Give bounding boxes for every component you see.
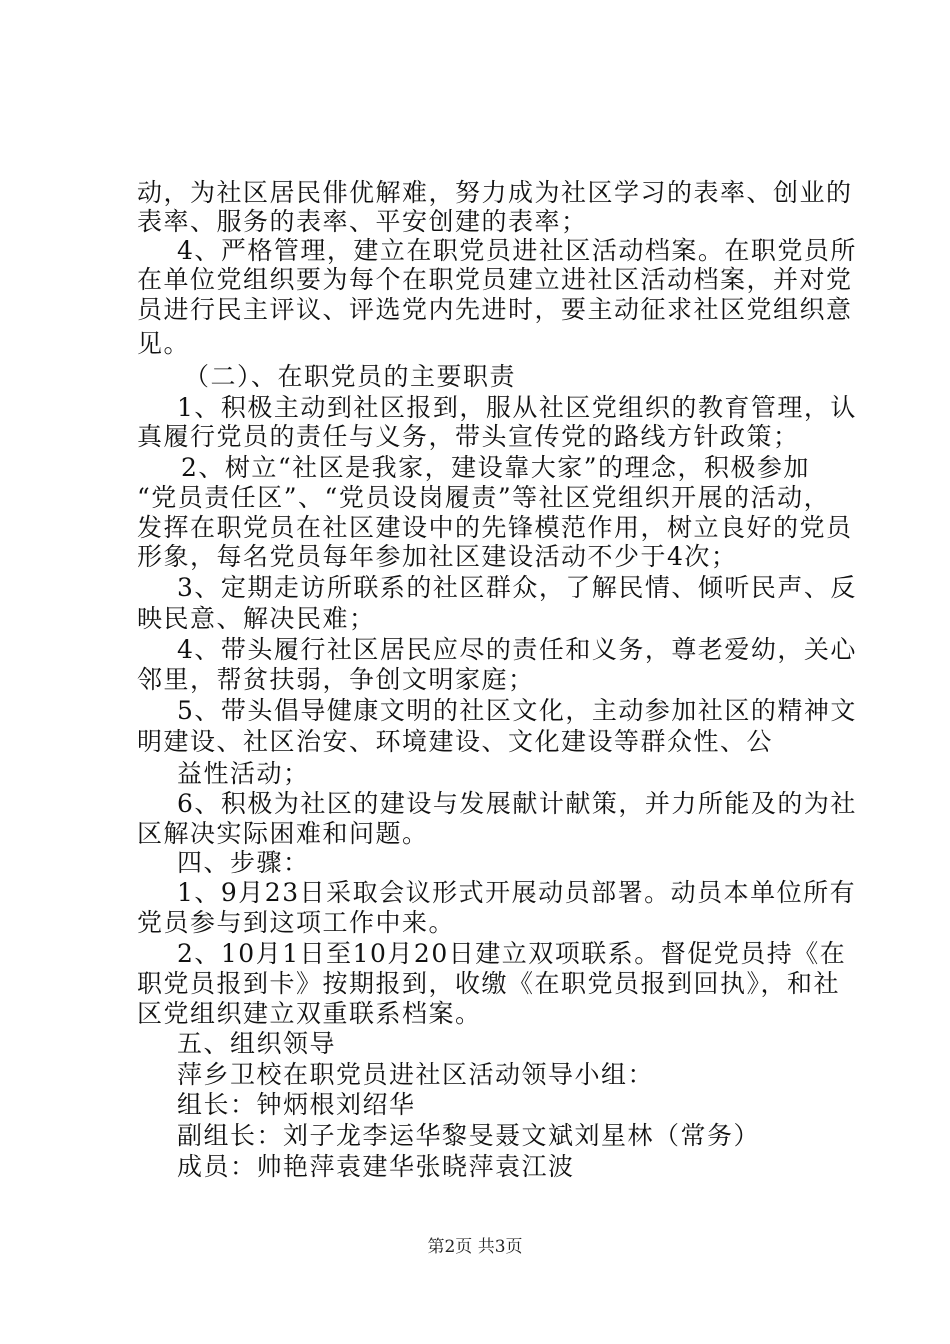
text-line: 3、定期走访所联系的社区群众，了解民情、倾听民声、反 (177, 573, 857, 602)
text-line: 在单位党组织要为每个在职党员建立进社区活动档案，并对党 (137, 265, 853, 294)
text-line: 员进行民主评议、评选党内先进时，要主动征求社区党组织意 (137, 295, 853, 324)
text-line: 1、积极主动到社区报到，服从社区党组织的教育管理，认 (177, 393, 857, 422)
text-line: 萍乡卫校在职党员进社区活动领导小组： (177, 1060, 655, 1089)
text-line: 明建设、社区治安、环境建设、文化建设等群众性、公 (137, 727, 774, 756)
text-line: 4、带头履行社区居民应尽的责任和义务，尊老爱幼，关心 (177, 635, 857, 664)
text-line: 邻里，帮贫扶弱，争创文明家庭； (137, 665, 535, 694)
section-heading: 五、组织领导 (177, 1029, 337, 1058)
text-line: 副组长：刘子龙李运华黎旻聂文斌刘星林（常务） (177, 1121, 761, 1150)
text-line: 6、积极为社区的建设与发展献计献策，并力所能及的为社 (177, 789, 857, 818)
text-line: 2、树立“社区是我家，建设靠大家”的理念，积极参加 (181, 453, 810, 482)
page-number-footer: 第2页 共3页 (427, 1237, 523, 1257)
text-line: 职党员报到卡》按期报到，收缴《在职党员报到回执》，和社 (137, 969, 841, 998)
text-line: 真履行党员的责任与义务，带头宣传党的路线方针政策； (137, 422, 800, 451)
text-line: 党员参与到这项工作中来。 (137, 908, 456, 937)
text-line: 形象，每名党员每年参加社区建设活动不少于4次； (137, 542, 738, 571)
text-line: 1、9月23日采取会议形式开展动员部署。动员本单位所有 (177, 878, 857, 907)
text-line: 动，为社区居民俳优解难，努力成为社区学习的表率、创业的 (137, 178, 853, 207)
section-heading: 四、步骤： (177, 848, 310, 877)
text-line: “党员责任区”、“党员设岗履责”等社区党组织开展的活动， (137, 483, 831, 512)
text-line: 4、严格管理，建立在职党员进社区活动档案。在职党员所 (177, 236, 857, 265)
text-line: 区解决实际困难和问题。 (137, 819, 429, 848)
text-line: 表率、服务的表率、平安创建的表率； (137, 207, 588, 236)
text-line: 见。 (137, 329, 191, 358)
text-line: 组长：钟炳根刘绍华 (177, 1090, 416, 1119)
text-line: 益性活动； (177, 759, 310, 788)
text-line: 区党组织建立双重联系档案。 (137, 999, 482, 1028)
section-heading: （二）、在职党员的主要职责 (184, 362, 517, 391)
text-line: 映民意、解决民难； (137, 604, 376, 633)
text-line: 2、10月1日至10月20日建立双项联系。督促党员持《在 (177, 939, 847, 968)
text-line: 成员：帅艳萍袁建华张晓萍袁江波 (177, 1152, 575, 1181)
text-line: 发挥在职党员在社区建设中的先锋模范作用，树立良好的党员 (137, 513, 853, 542)
text-line: 5、带头倡导健康文明的社区文化，主动参加社区的精神文 (177, 696, 857, 725)
